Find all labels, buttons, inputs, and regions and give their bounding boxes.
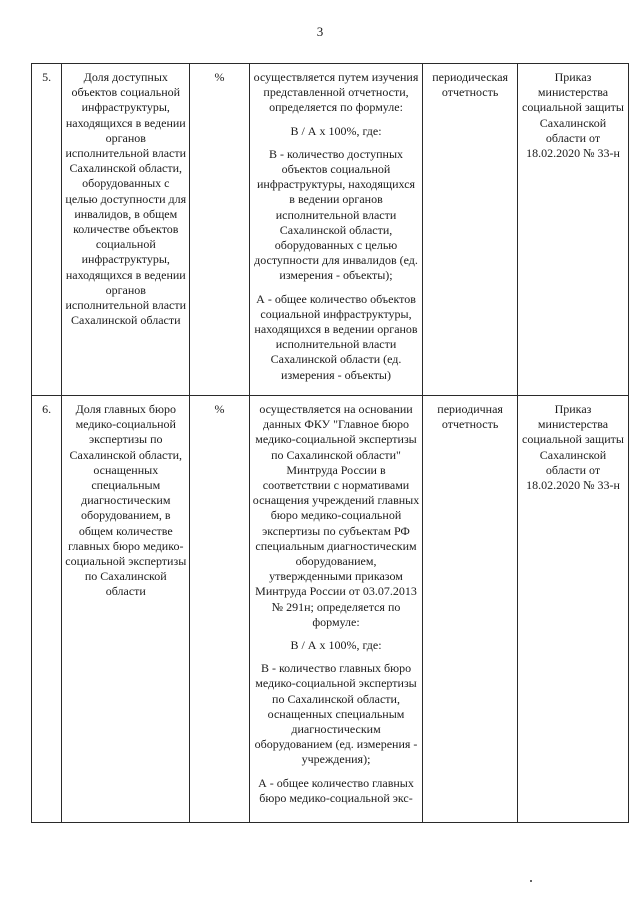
unit-of-measure: % [190,64,249,396]
page-number: 3 [316,24,324,39]
calculation-method [249,64,422,396]
formula: В / А х 100%, где: [290,638,382,653]
row-number: 5. [32,64,62,396]
scan-speck [530,880,532,882]
method-paragraph: А - общее количество объектов социальной инфраструктуры, находящихся в ведении органов исполнительной власти Сахалинской области (ед. измерения - объекты) [254,291,418,382]
method-paragraph: осуществляется путем изучения представленной отчетности, определяется по формуле: [253,70,419,115]
method-paragraph: В - количество главных бюро медико-социальной экспертизы по Сахалинской области, оснащенных специальным диагностическим оборудованием (ед. измерения - учреждения); [254,661,418,767]
periodicity: периодическая отчетность [423,64,518,396]
indicator-name: Доля главных бюро медико-социальной экспертизы по Сахалинской области, оснащенных специальным диагностическим оборудованием, в общем количестве главных бюро медико-социальной экспертизы по Сахалинской области [62,396,190,823]
indicators-table [31,63,629,823]
indicator-name: Доля доступных объектов социальной инфраструктуры, находящихся в ведении органов исполнительной власти Сахалинской области, оборудованных с целью доступности для инвалидов, в общем количестве объектов социальной инфраструктуры, находящихся в ведении органов исполнительной власти Сахалинской области [62,64,190,396]
table-row [32,64,629,396]
method-paragraph: А - общее количество главных бюро медико-социальной экс- [258,775,414,805]
source-document: Приказ министерства социальной защиты Сахалинской области от 18.02.2020 № 33-н [518,396,629,823]
source-document: Приказ министерства социальной защиты Сахалинской области от 18.02.2020 № 33-н [518,64,629,396]
table-row [32,396,629,823]
method-paragraph: осуществляется на основании данных ФКУ "Главное бюро медико-социальной экспертизы по Сахалинской области" Минтруда России в соответствии с нормативами оснащения учреждений главных бюро медико-социальной экспертизы по субъектам РФ специальным диагностическим оборудованием, утвержденными приказом Минтруда России от 03.07.2013 № 291н; определяется по формуле: [252,402,420,629]
calculation-method [249,396,422,823]
method-paragraph: В - количество доступных объектов социальной инфраструктуры, находящихся в ведении органов исполнительной власти Сахалинской области, оборудованных с целью доступности для инвалидов (ед. измерения - объекты); [254,146,418,283]
unit-of-measure: % [190,396,249,823]
periodicity: периодичная отчетность [423,396,518,823]
formula: В / А х 100%, где: [290,123,382,138]
row-number: 6. [32,396,62,823]
